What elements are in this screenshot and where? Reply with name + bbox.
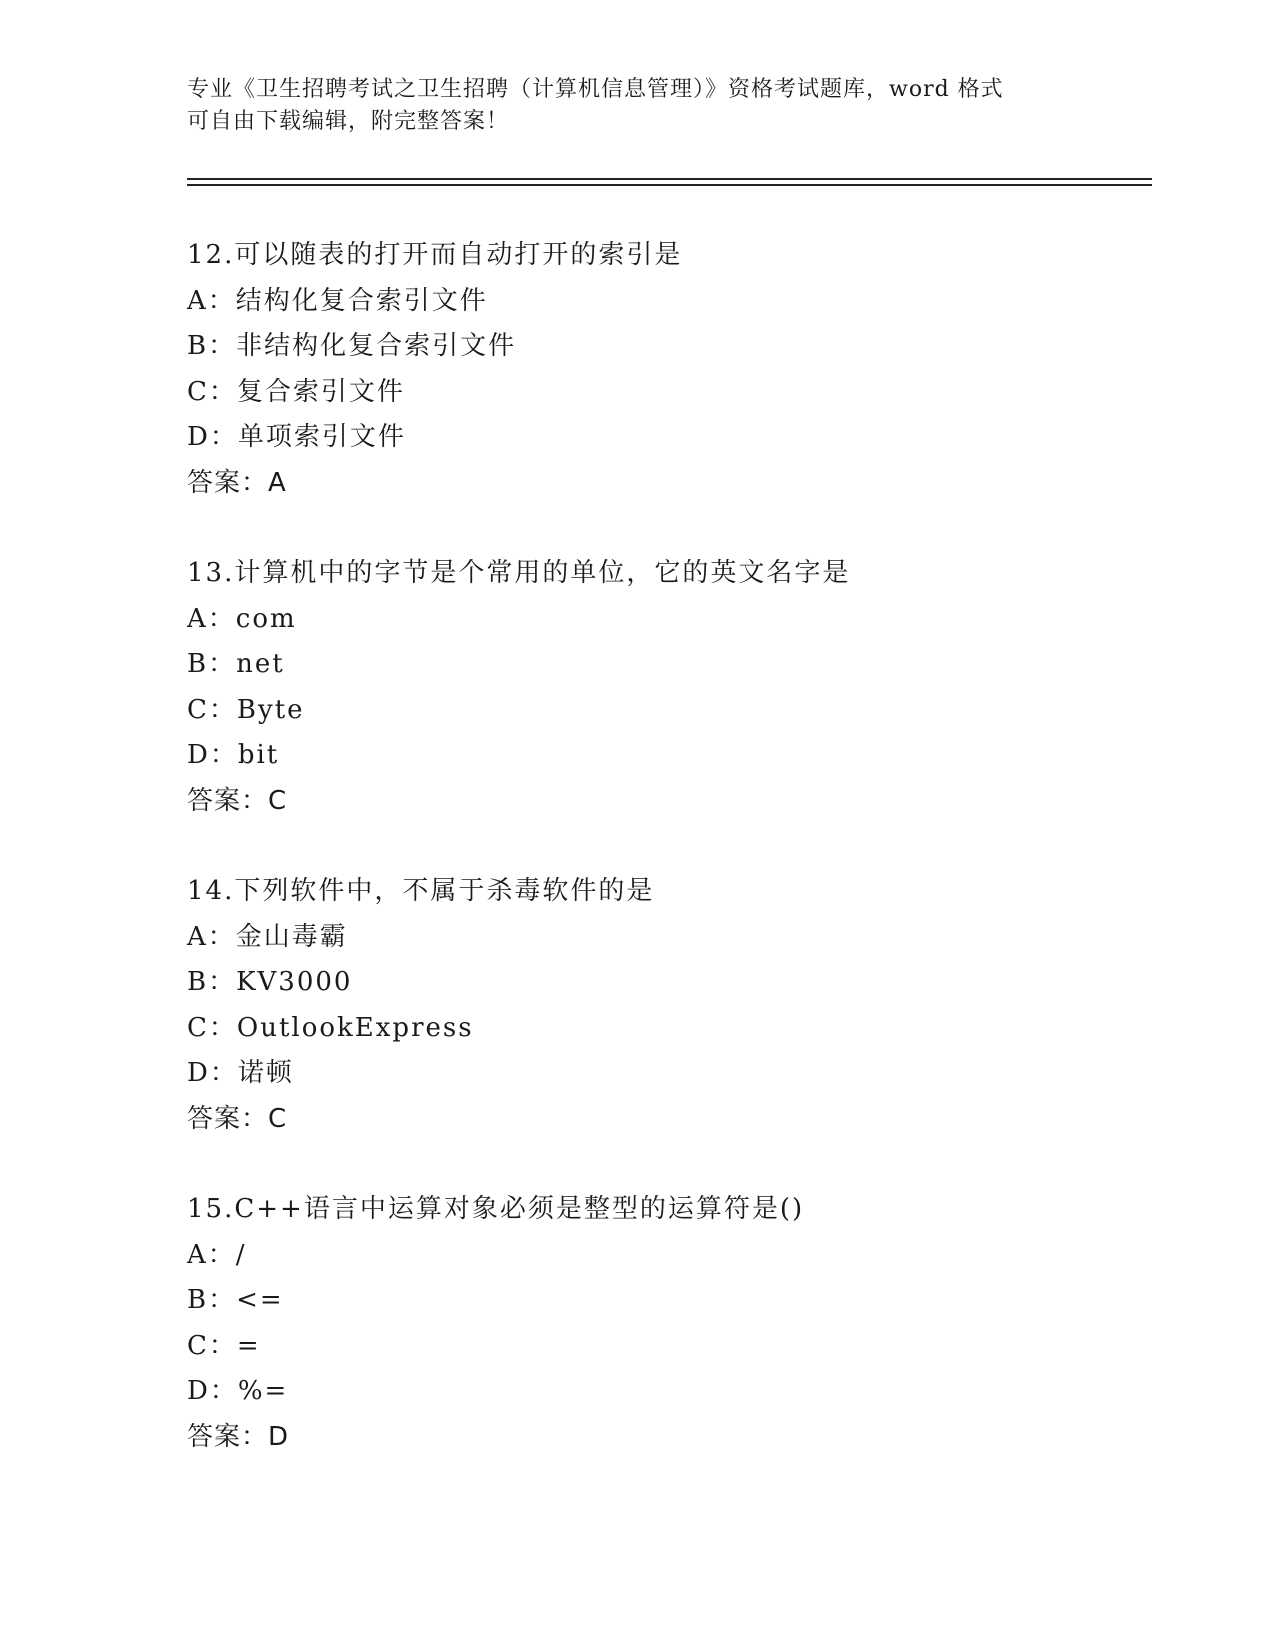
option-c: C：Byte — [187, 694, 305, 725]
option-c: C：OutlookExpress — [187, 1012, 474, 1043]
question-15 — [187, 1187, 1147, 1460]
question-14 — [187, 869, 1147, 1142]
option-b: B：net — [187, 649, 285, 679]
option-b: B：KV3000 — [187, 967, 353, 997]
answer-line: 答案：A — [187, 467, 287, 498]
question-stem: 13.计算机中的字节是个常用的单位，它的英文名字是 — [187, 558, 851, 588]
option-d: D：诺顿 — [187, 1058, 294, 1088]
option-b: B：<= — [187, 1285, 284, 1315]
question-stem: 14.下列软件中，不属于杀毒软件的是 — [187, 876, 655, 906]
question-12 — [187, 233, 1147, 506]
question-stem: 12.可以随表的打开而自动打开的索引是 — [187, 240, 683, 270]
header-line-1: 专业《卫生招聘考试之卫生招聘（计算机信息管理）》资格考试题库，word 格式 — [187, 77, 1004, 102]
answer-line: 答案：C — [187, 785, 288, 816]
option-a: A：金山毒霸 — [187, 921, 348, 952]
option-d: D：bit — [187, 740, 280, 770]
option-b: B：非结构化复合索引文件 — [187, 331, 517, 361]
answer-line: 答案：C — [187, 1103, 288, 1134]
option-d: D：单项索引文件 — [187, 422, 406, 452]
option-d: D：%= — [187, 1376, 289, 1406]
option-a: A：com — [187, 603, 297, 634]
answer-line: 答案：D — [187, 1421, 290, 1452]
option-a: A：/ — [187, 1239, 247, 1270]
question-stem: 15.C++语言中运算对象必须是整型的运算符是() — [187, 1194, 805, 1224]
question-13 — [187, 551, 1147, 824]
document-header — [187, 74, 1087, 138]
option-a: A：结构化复合索引文件 — [187, 285, 488, 316]
header-divider-bottom — [187, 184, 1152, 186]
option-c: C：= — [187, 1330, 261, 1361]
header-divider-top — [187, 178, 1152, 180]
option-c: C：复合索引文件 — [187, 376, 405, 407]
header-line-2: 可自由下载编辑，附完整答案！ — [187, 109, 510, 134]
